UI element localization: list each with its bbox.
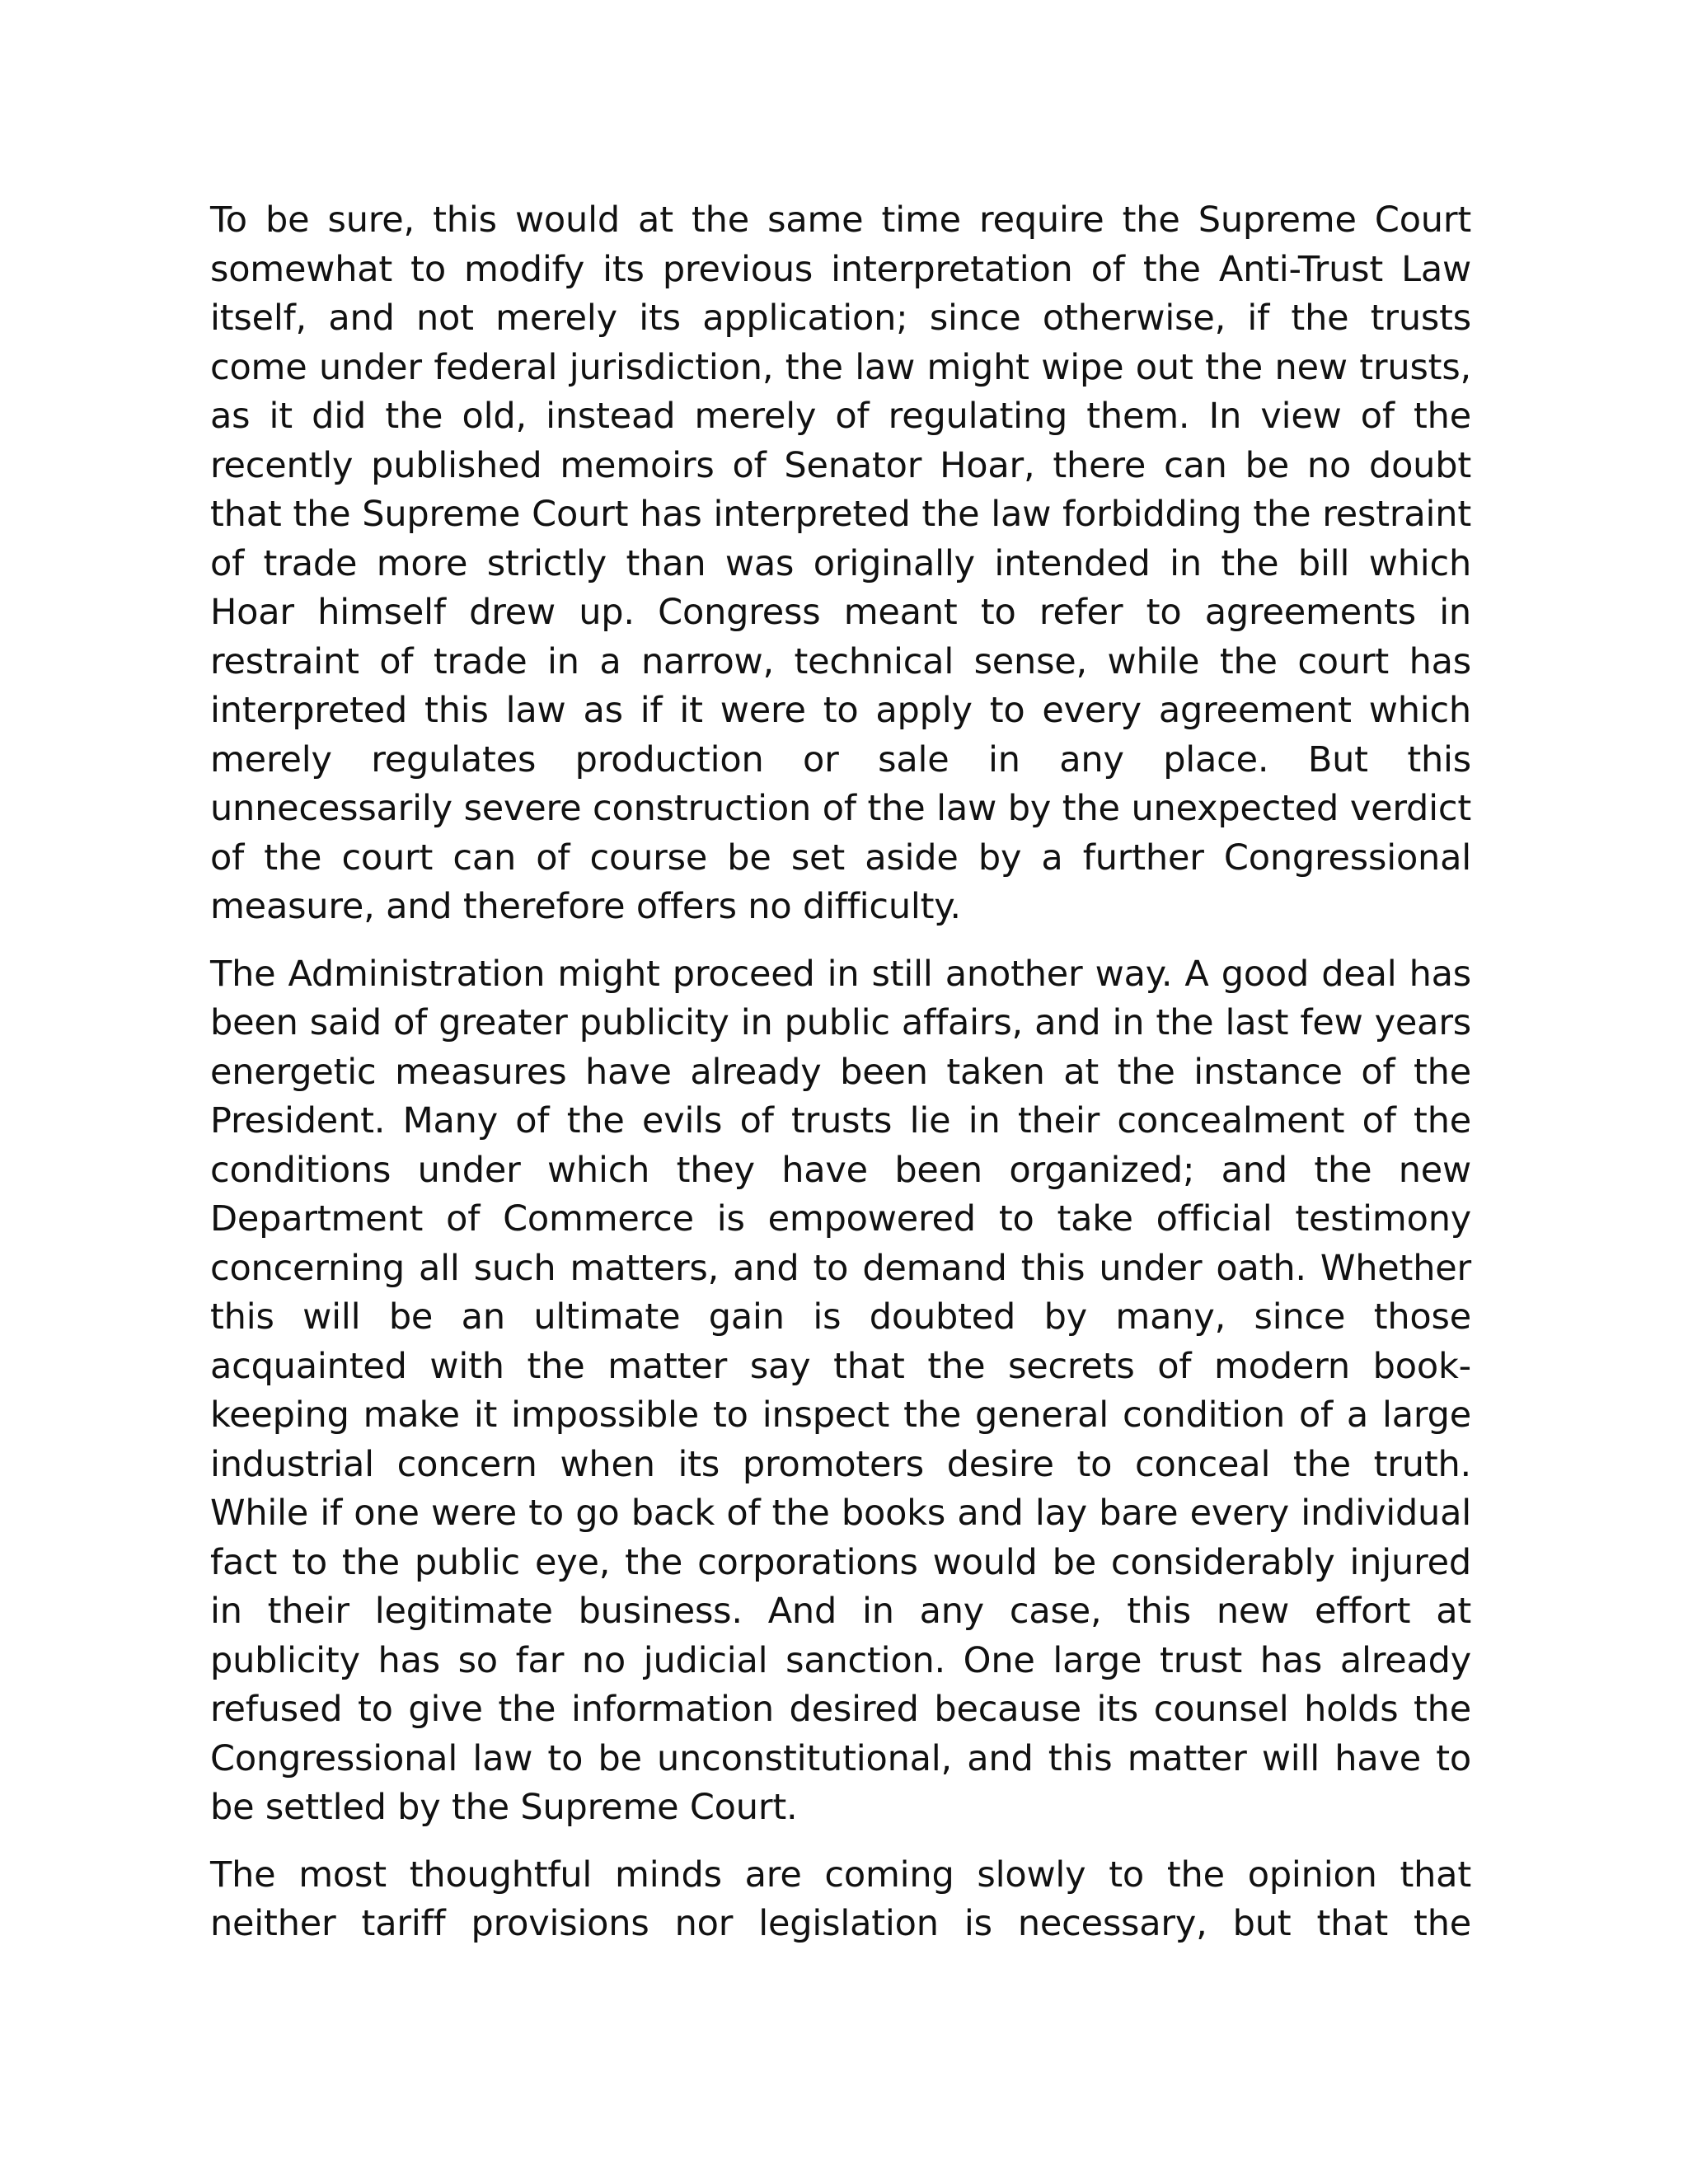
paragraph-2: The Administration might proceed in still another way. A good deal has been said of greater publicity in public affairs, and in the last few years energetic measures have already been taken at the instance of the President. Many of the evils of trusts lie in their concealment of the conditions under which they have been organized; and the new Department of Commerce is empowered to take official testimony concerning all such matters, and to demand this under oath. Whether this will be an ultimate gain is doubted by many, since those acquainted with the matter say that the secrets of modern book-keeping make it impossible to inspect the general condition of a large industrial concern when its promoters desire to conceal the truth. While if one were to go back of the books and lay bare every individual fact to the public eye, the corporations would be considerably injured in their legitimate business. And in any case, this new effort at publicity has so far no judicial sanction. One large trust has already refused to give the information desired because its counsel holds the Congressional law to be unconstitutional, and this matter will have to be settled by the Supreme Court. (210, 953, 1471, 1828)
paragraph-3: The most thoughtful minds are coming slowly to the opinion that neither tariff provisions nor legislation is necessary, but that the (210, 1854, 1471, 1944)
paragraph-1: To be sure, this would at the same time require the Supreme Court somewhat to modify its previous interpretation of the Anti-Trust Law itself, and not merely its application; since otherwise, if the trusts come under federal jurisdiction, the law might wipe out the new trusts, as it did the old, instead merely of regulating them. In view of the recently published memoirs of Senator Hoar, there can be no doubt that the Supreme Court has interpreted the law forbidding the restraint of trade more strictly than was originally intended in the bill which Hoar himself drew up. Congress meant to refer to agreements in restraint of trade in a narrow, technical sense, while the court has interpreted this law as if it were to apply to every agreement which merely regulates production or sale in any place. But this unnecessarily severe construction of the law by the unexpected verdict of the court can of course be set aside by a further Congressional measure, and therefore offers no difficulty. (210, 199, 1471, 927)
document-page (210, 196, 1471, 1967)
